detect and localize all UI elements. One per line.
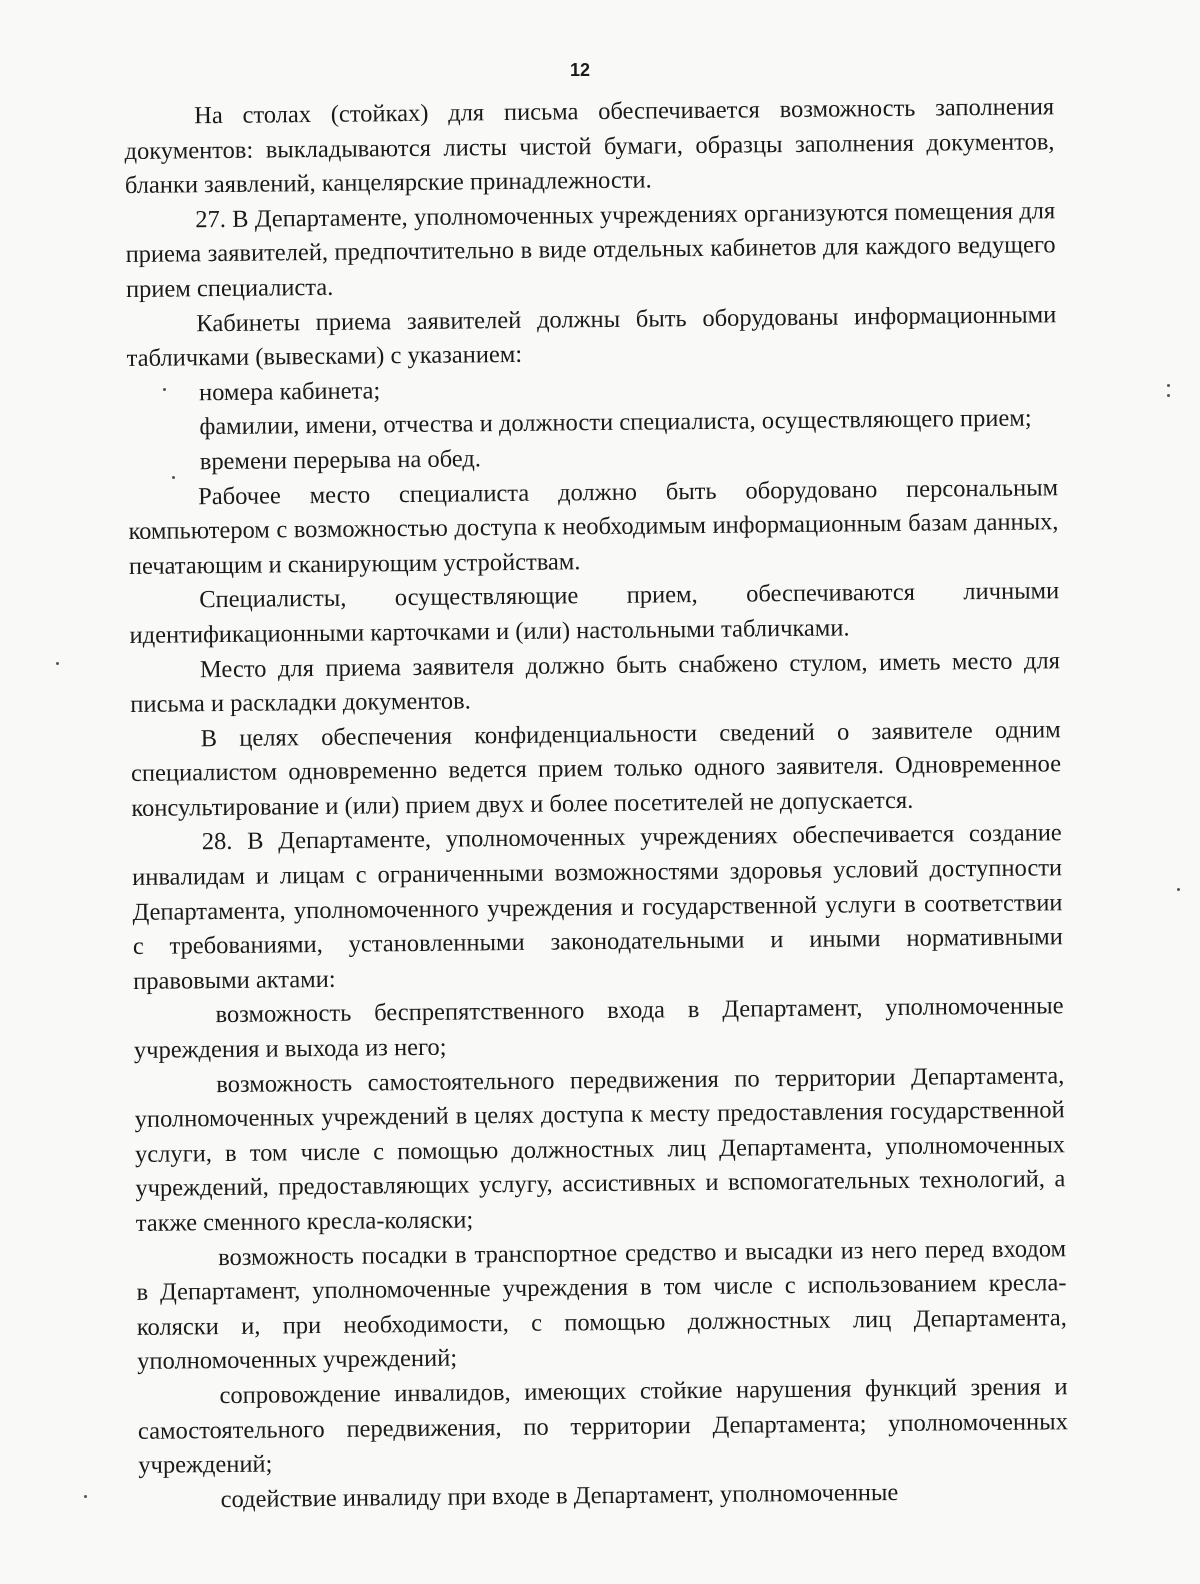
paragraph-applicant-seat: Место для приема заявителя должно быть снабжено стулом, иметь место для письма и раскладки документов. xyxy=(130,646,1061,719)
paragraph-writing-desks: На столах (стойках) для письма обеспечивается возможность заполнения документов: выкладываются листы чистой бумаги, образцы заполнения документов, бланки заявлений, канцелярские принадлежности. xyxy=(124,93,1055,200)
scan-speck xyxy=(56,662,59,665)
paragraph-27-reception-rooms: 27. В Департаменте, уполномоченных учреждениях организуются помещения для приема заявителей, предпочтительно в виде отдельных кабинетов для каждого ведущего прием специалиста. xyxy=(125,197,1056,303)
list-item-lunch-break: времени перерыва на обед. xyxy=(199,445,482,476)
list-item-transport: возможность посадки в транспортное средство и высадки из него перед входом в Департамент, уполномоченные учреждения в том числе с использованием кресла-коляски и, при необходимости, с помощью должностных лиц Департамента, уполномоченных учреждений; xyxy=(136,1234,1067,1376)
scan-speck xyxy=(163,388,166,391)
scan-speck xyxy=(84,1495,87,1498)
paragraph-reception-signs: Кабинеты приема заявителей должны быть оборудованы информационными табличками (вывесками) с указанием: xyxy=(126,300,1057,373)
paragraph-28-accessibility: 28. В Департаменте, уполномоченных учреждениях обеспечивается создание инвалидам и лицам с ограниченными возможностями здоровья условий доступности Департамента, уполномоченного учреждения и государственной услуги в соответствии с требованиями, установленными законодательными и иными нормативными правовыми актами: xyxy=(132,819,1063,995)
paragraph-workplace: Рабочее место специалиста должно быть оборудовано персональным компьютером с возможностью доступа к необходимым информационным базам данных, печатающим и сканирующим устройствам. xyxy=(128,473,1059,580)
scan-speck xyxy=(1177,888,1180,891)
paragraph-id-cards: Специалисты, осуществляющие прием, обеспечиваются личными идентификационными карточками и (или) настольными табличками. xyxy=(129,577,1060,649)
document-body xyxy=(124,90,1069,1518)
list-item-room-number: номера кабинета; xyxy=(198,377,381,406)
list-item-entrance: возможность беспрепятственного входа в Департамент, уполномоченные учреждения и выхода из него; xyxy=(133,992,1064,1064)
page-number: 12 xyxy=(569,60,591,80)
scan-speck xyxy=(1167,384,1170,387)
paragraph-confidentiality: В целях обеспечения конфиденциальности сведений о заявителе одним специалистом одновременно ведется прием только одного заявителя. Одновременное консультирование и (или) прием двух и более посетителей не допускается. xyxy=(130,715,1062,822)
scan-speck xyxy=(1167,394,1170,397)
list-item-movement: возможность самостоятельного передвижения по территории Департамента, уполномоченных учреждений в целях доступа к месту предоставления государственной услуги, в том числе с помощью должностных лиц Департамента, уполномоченных учреждений, предоставляющих услугу, ассистивных и вспомогательных технологий, а также сменного кресла-коляски; xyxy=(134,1061,1066,1237)
list-item-escort: сопровождение инвалидов, имеющих стойкие нарушения функций зрения и самостоятельного передвижения, по территории Департамента; уполномоченных учреждений; xyxy=(137,1373,1069,1480)
scan-speck xyxy=(172,476,175,479)
list-item-specialist-name: фамилии, имени, отчества и должности специалиста, осуществляющего прием; xyxy=(199,404,1032,441)
list-item-entry-assistance: содействие инвалиду при входе в Департамент, уполномоченные xyxy=(220,1478,899,1513)
